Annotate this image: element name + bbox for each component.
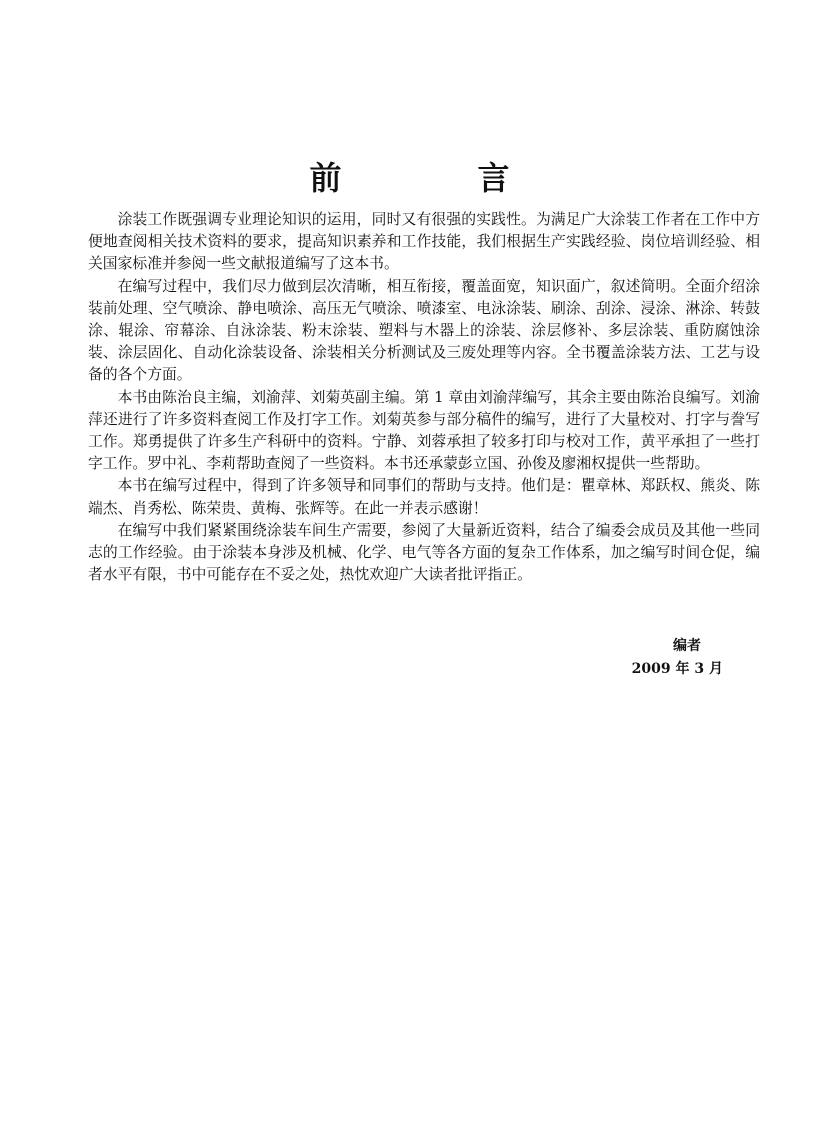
paragraph: 本书在编写过程中，得到了许多领导和同事们的帮助与支持。他们是：瞿章林、郑跃权、熊炎、陈端杰、肖秀松、陈荣贵、黄梅、张辉等。在此一并表示感谢！ (88, 477, 760, 517)
paragraph: 本书由陈治良主编，刘渝萍、刘菊英副主编。第 1 章由刘渝萍编写，其余主要由陈治良编写。刘渝萍还进行了许多资料查阅工作及打字工作。刘菊英参与部分稿件的编写，进行了大量校对、打字与誊写工作。郑勇提供了许多生产科研中的资料。宁静、刘蓉承担了较多打印与校对工作，黄平承担了一些打字工作。罗中礼、李莉帮助查阅了一些资料。本书还承蒙彭立国、孙俊及廖湘权提供一些帮助。 (88, 388, 760, 473)
preface-body (88, 209, 760, 586)
page-title: 前 言 (309, 159, 562, 197)
paragraph: 在编写中我们紧紧围绕涂装车间生产需要，参阅了大量新近资料，结合了编委会成员及其他一些同志的工作经验。由于涂装本身涉及机械、化学、电气等各方面的复杂工作体系，加之编写时间仓促，编者水平有限，书中可能存在不妥之处，热忱欢迎广大读者批评指正。 (88, 521, 760, 584)
paragraph: 涂装工作既强调专业理论知识的运用，同时又有很强的实践性。为满足广大涂装工作者在工作中方便地查阅相关技术资料的要求，提高知识素养和工作技能，我们根据生产实践经验、岗位培训经验、相关国家标准并参阅一些文献报道编写了这本书。 (88, 211, 760, 273)
paragraph: 在编写过程中，我们尽力做到层次清晰，相互衔接，覆盖面宽，知识面广，叙述简明。全面介绍涂装前处理、空气喷涂、静电喷涂、高压无气喷涂、喷漆室、电泳涂装、刷涂、刮涂、浸涂、淋涂、转鼓涂、辊涂、帘幕涂、自泳涂装、粉末涂装、塑料与木器上的涂装、涂层修补、多层涂装、重防腐蚀涂装、涂层固化、自动化涂装设备、涂装相关分析测试及三废处理等内容。全书覆盖涂装方法、工艺与设备的各个方面。 (88, 277, 760, 384)
signature-date: 2009 年 3 月 (631, 661, 723, 677)
signature-author: 编者 (673, 638, 701, 654)
signature-block (632, 635, 723, 681)
